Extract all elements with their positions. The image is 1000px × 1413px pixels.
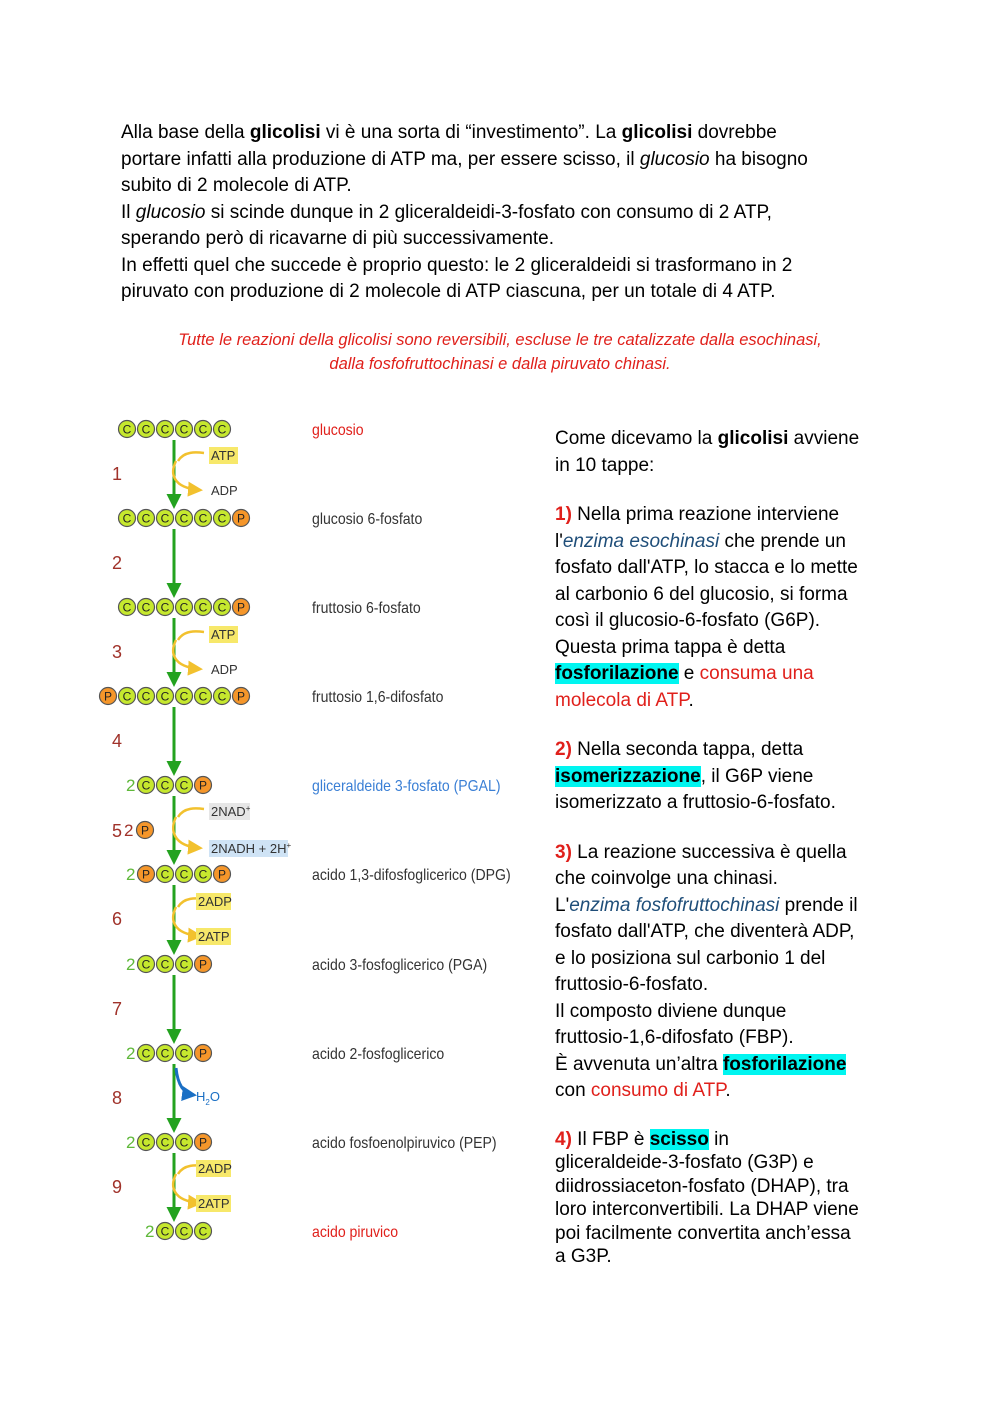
text-line bbox=[555, 840, 895, 867]
count-two: 2 bbox=[126, 1133, 136, 1152]
text: avviene bbox=[788, 428, 860, 449]
atom-label: P bbox=[236, 600, 246, 615]
adp-label bbox=[209, 661, 238, 678]
step-number: 8 bbox=[112, 1088, 123, 1108]
atom-label: C bbox=[160, 600, 170, 615]
atom-label: P bbox=[198, 778, 208, 793]
atom-label: C bbox=[198, 422, 208, 437]
steps-description bbox=[555, 426, 895, 1269]
highlighted-term: scisso bbox=[649, 1128, 709, 1150]
subscript: 2 bbox=[205, 1098, 210, 1107]
cofactor-curve bbox=[173, 1174, 200, 1203]
text: . bbox=[725, 1080, 731, 1101]
highlighted-term: isomerizzazione bbox=[555, 765, 701, 787]
atom-label: C bbox=[198, 1224, 208, 1239]
atom-label: C bbox=[122, 511, 132, 526]
atom-label: C bbox=[141, 1135, 151, 1150]
atom-label: C bbox=[179, 600, 189, 615]
text-line bbox=[555, 737, 895, 764]
atom-label: C bbox=[160, 422, 170, 437]
text: prende il bbox=[779, 894, 858, 916]
atom-label: C bbox=[160, 689, 170, 704]
step-number: 4 bbox=[112, 731, 123, 751]
text-line: Questa prima tappa è detta bbox=[555, 636, 786, 658]
text-line bbox=[555, 893, 895, 920]
atom-label: C bbox=[179, 1135, 189, 1150]
cofactor-label: ADP bbox=[211, 483, 238, 498]
text-line: e lo posiziona sul carbonio 1 del bbox=[555, 947, 826, 969]
text-line: diidrossiaceton-fosfato (DHAP), tra bbox=[555, 1175, 849, 1197]
text-line: poi facilmente convertita anch’essa bbox=[555, 1222, 851, 1244]
text: È avvenuta un’altra bbox=[555, 1053, 723, 1075]
text-line bbox=[555, 502, 895, 529]
atom-label: C bbox=[141, 600, 151, 615]
step-number: 3) bbox=[555, 841, 572, 863]
compound-label: gliceraldeide 3-fosfato (PGAL) bbox=[312, 777, 501, 796]
intro-line bbox=[121, 120, 881, 147]
atom-label: P bbox=[198, 957, 208, 972]
cofactor-curve bbox=[178, 808, 204, 817]
step-number: 4) bbox=[555, 1128, 572, 1150]
cofactor-label: ATP bbox=[211, 448, 236, 463]
text-line: loro interconvertibili. La DHAP viene bbox=[555, 1199, 859, 1220]
atom-label: C bbox=[198, 867, 208, 882]
text-line: gliceraldeide-3-fosfato (G3P) e bbox=[555, 1152, 814, 1173]
compound-label: glucosio bbox=[312, 421, 364, 440]
text-line: fosfato dall'ATP, che diventerà ADP, bbox=[555, 921, 855, 942]
atom-label: C bbox=[179, 778, 189, 793]
atp-box bbox=[196, 928, 231, 945]
atom-label: C bbox=[141, 957, 151, 972]
adp-box bbox=[196, 893, 232, 910]
text-line bbox=[555, 764, 895, 791]
atom-label: C bbox=[160, 778, 170, 793]
text-line bbox=[555, 1052, 895, 1079]
count-two: 2 bbox=[145, 1222, 155, 1241]
cofactor-label: 2ATP bbox=[198, 929, 230, 944]
atom-label: C bbox=[179, 511, 189, 526]
text: Nella prima reazione interviene bbox=[571, 504, 840, 525]
text-line bbox=[555, 426, 895, 453]
highlighted-term: fosforilazione bbox=[555, 663, 679, 684]
atom-label: C bbox=[179, 689, 189, 704]
molecule-3 bbox=[119, 599, 421, 618]
text: Alla base della bbox=[121, 122, 250, 143]
nadh-box bbox=[209, 840, 292, 857]
water-arrow bbox=[176, 1068, 194, 1095]
atom-label: C bbox=[198, 511, 208, 526]
atom-label: P bbox=[236, 511, 246, 526]
text-line: in 10 tappe: bbox=[555, 454, 655, 476]
text: , il G6P viene bbox=[700, 765, 814, 787]
text: La reazione successiva è quella bbox=[571, 841, 847, 863]
cofactor-curve bbox=[178, 631, 204, 640]
count-two: 2 bbox=[124, 821, 134, 840]
intro-line bbox=[121, 147, 881, 174]
molecule-10 bbox=[145, 1222, 398, 1241]
cofactor-label: 2ADP bbox=[198, 894, 232, 909]
text: e bbox=[678, 663, 700, 684]
cofactor-curve bbox=[173, 640, 200, 669]
compound-label: acido fosfoenolpiruvico (PEP) bbox=[312, 1134, 497, 1153]
step-number: 5 bbox=[112, 821, 123, 841]
red-text: consumo di ATP bbox=[590, 1080, 726, 1101]
text: con bbox=[555, 1080, 591, 1101]
intro-line: piruvato con produzione di 2 molecole di ATP ciascuna, per un totale di 4 ATP. bbox=[121, 281, 776, 302]
atom-label: C bbox=[160, 1135, 170, 1150]
atp-box bbox=[209, 626, 238, 643]
red-text: consuma una bbox=[699, 663, 814, 684]
step-number: 6 bbox=[112, 909, 123, 929]
atom-label: P bbox=[198, 1135, 208, 1150]
glycolysis-diagram bbox=[0, 400, 550, 1260]
cofactor-label: 2ATP bbox=[198, 1196, 230, 1211]
text-line: che coinvolge una chinasi. bbox=[555, 868, 778, 889]
atom-label: C bbox=[141, 778, 151, 793]
text: che prende un bbox=[719, 530, 846, 552]
text-line: a G3P. bbox=[555, 1246, 612, 1267]
italic-term: glucosio bbox=[639, 148, 710, 170]
molecule-6 bbox=[126, 865, 511, 884]
atom-label: C bbox=[141, 689, 151, 704]
text-line bbox=[555, 529, 895, 556]
atom-label: C bbox=[141, 511, 151, 526]
text-line bbox=[555, 1078, 895, 1105]
text-line bbox=[555, 688, 895, 715]
text-line: Il composto diviene dunque bbox=[555, 1000, 787, 1022]
cofactor-label: ATP bbox=[211, 627, 236, 642]
text-line bbox=[555, 1128, 895, 1152]
reversibility-note bbox=[100, 328, 900, 376]
text: vi è una sorta di “investimento”. La bbox=[320, 122, 622, 143]
bold-term: glicolisi bbox=[249, 122, 321, 143]
step-number: 7 bbox=[112, 999, 123, 1019]
adp-label bbox=[209, 482, 238, 499]
count-two: 2 bbox=[126, 865, 136, 884]
intro-paragraph bbox=[121, 120, 881, 306]
atom-label: C bbox=[217, 689, 227, 704]
cofactor-label: 2NADH + 2H+ bbox=[211, 841, 292, 856]
molecule-2 bbox=[119, 510, 423, 529]
step-number: 3 bbox=[112, 642, 123, 662]
adp-box bbox=[196, 1160, 232, 1177]
atom-label: P bbox=[140, 823, 150, 838]
cofactor-curve bbox=[173, 461, 200, 490]
intro-line bbox=[121, 200, 881, 227]
molecule-8 bbox=[126, 1044, 444, 1063]
text: Nella seconda tappa, detta bbox=[571, 739, 804, 760]
text: in bbox=[708, 1128, 729, 1150]
step-number: 9 bbox=[112, 1177, 123, 1197]
molecule-4 bbox=[100, 688, 444, 707]
water-label: $H_2O$ bbox=[196, 1089, 220, 1107]
atom-label: C bbox=[122, 689, 132, 704]
text: dovrebbe bbox=[692, 122, 777, 143]
text: portare infatti alla produzione di ATP ma, per essere scisso, il bbox=[121, 148, 640, 170]
bold-term: glicolisi bbox=[717, 428, 789, 449]
text: Il bbox=[121, 201, 136, 223]
cofactor-arrow-3 bbox=[173, 631, 204, 669]
step-number: 2 bbox=[112, 553, 123, 573]
atom-label: C bbox=[198, 600, 208, 615]
text-line: al carbonio 6 del glucosio, si forma bbox=[555, 583, 848, 605]
atom-label: C bbox=[198, 689, 208, 704]
atom-label: C bbox=[160, 867, 170, 882]
atom-label: C bbox=[122, 422, 132, 437]
text: . bbox=[688, 689, 694, 711]
oxygen: O bbox=[209, 1089, 220, 1104]
italic-term: glucosio bbox=[135, 201, 206, 223]
molecule-7 bbox=[126, 955, 487, 974]
atom-label: C bbox=[217, 511, 227, 526]
nad-box bbox=[209, 803, 251, 820]
atom-label: C bbox=[179, 957, 189, 972]
atom-label: C bbox=[179, 422, 189, 437]
intro-line: In effetti quel che succede è proprio questo: le 2 gliceraldeidi si trasformano in 2 bbox=[121, 254, 793, 276]
atom-label: C bbox=[141, 422, 151, 437]
cofactor-label: ADP bbox=[211, 662, 238, 677]
intro-line: subito di 2 molecole di ATP. bbox=[121, 175, 352, 196]
compound-label: acido piruvico bbox=[312, 1223, 399, 1242]
note-line: dalla fosfofruttochinasi e dalla piruvato chinasi. bbox=[329, 355, 671, 373]
atom-label: C bbox=[160, 957, 170, 972]
text: si scinde dunque in 2 gliceraldeidi-3-fosfato con consumo di 2 ATP, bbox=[205, 201, 772, 223]
text-line bbox=[555, 661, 895, 688]
cofactor-curve bbox=[178, 452, 204, 461]
atom-label: C bbox=[141, 1046, 151, 1061]
text-line: così il glucosio-6-fosfato (G6P). bbox=[555, 610, 821, 631]
step-4-block bbox=[555, 1128, 895, 1269]
atom-label: C bbox=[217, 600, 227, 615]
atom-label: C bbox=[179, 1224, 189, 1239]
atom-label: C bbox=[217, 422, 227, 437]
cofactor-curve bbox=[173, 817, 200, 848]
compound-label: acido 2-fosfoglicerico bbox=[312, 1045, 445, 1064]
step-number: 1) bbox=[555, 504, 572, 525]
note-line: Tutte le reazioni della glicolisi sono reversibili, escluse le tre catalizzate dalla esochinasi, bbox=[178, 331, 822, 349]
text-line: fruttosio-1,6-difosfato (FBP). bbox=[555, 1027, 794, 1048]
atom-label: P bbox=[103, 689, 113, 704]
cofactor-arrow-5 bbox=[173, 808, 204, 848]
atom-label: P bbox=[198, 1046, 208, 1061]
step-number: 1 bbox=[112, 464, 123, 484]
compound-label: fruttosio 1,6-difosfato bbox=[312, 688, 444, 707]
step-number: 2) bbox=[555, 739, 572, 760]
bold-term: glicolisi bbox=[621, 122, 693, 143]
atom-label: C bbox=[160, 1046, 170, 1061]
superscript: + bbox=[245, 804, 251, 813]
cofactor-arrow-1 bbox=[173, 452, 204, 490]
atom-label: P bbox=[141, 867, 151, 882]
enzyme-name: enzima fosfofruttochinasi bbox=[569, 894, 780, 916]
atom-label: C bbox=[160, 511, 170, 526]
atp-box bbox=[209, 447, 238, 464]
text: L' bbox=[555, 894, 570, 916]
superscript: + bbox=[286, 841, 292, 850]
compound-label: acido 3-fosfoglicerico (PGA) bbox=[312, 956, 488, 975]
atom-label: C bbox=[122, 600, 132, 615]
text: Il FBP è bbox=[571, 1128, 650, 1150]
highlighted-term: fosforilazione bbox=[722, 1053, 847, 1075]
enzyme-name: enzima esochinasi bbox=[562, 530, 720, 552]
count-two: 2 bbox=[126, 776, 136, 795]
molecule-1 bbox=[119, 421, 364, 440]
text-line: fruttosio-6-fosfato. bbox=[555, 974, 709, 995]
atom-label: C bbox=[179, 867, 189, 882]
text: l' bbox=[555, 530, 563, 552]
molecule-5 bbox=[126, 776, 501, 795]
text-line: fosfato dall'ATP, lo stacca e lo mette bbox=[555, 557, 858, 578]
atom-label: P bbox=[236, 689, 246, 704]
text: Come dicevamo la bbox=[555, 428, 718, 449]
molecule-9 bbox=[126, 1133, 497, 1152]
atp-box bbox=[196, 1195, 231, 1212]
count-two: 2 bbox=[126, 1044, 136, 1063]
red-text: molecola di ATP bbox=[555, 689, 689, 711]
cofactor-label: 2NAD+ bbox=[211, 804, 251, 819]
compound-label: glucosio 6-fosfato bbox=[312, 510, 423, 529]
cofactor-label: 2ADP bbox=[198, 1161, 232, 1176]
cofactor-curve bbox=[173, 907, 200, 936]
atom-label: C bbox=[160, 1224, 170, 1239]
text: ha bisogno bbox=[709, 148, 808, 170]
text-line: isomerizzato a fruttosio-6-fosfato. bbox=[555, 792, 836, 813]
atom-label: P bbox=[217, 867, 227, 882]
intro-line: sperando però di ricavarne di più successivamente. bbox=[121, 228, 555, 249]
compound-label: acido 1,3-difosfoglicerico (DPG) bbox=[312, 866, 511, 885]
count-two: 2 bbox=[126, 955, 136, 974]
compound-label: fruttosio 6-fosfato bbox=[312, 599, 421, 618]
atom-label: C bbox=[179, 1046, 189, 1061]
